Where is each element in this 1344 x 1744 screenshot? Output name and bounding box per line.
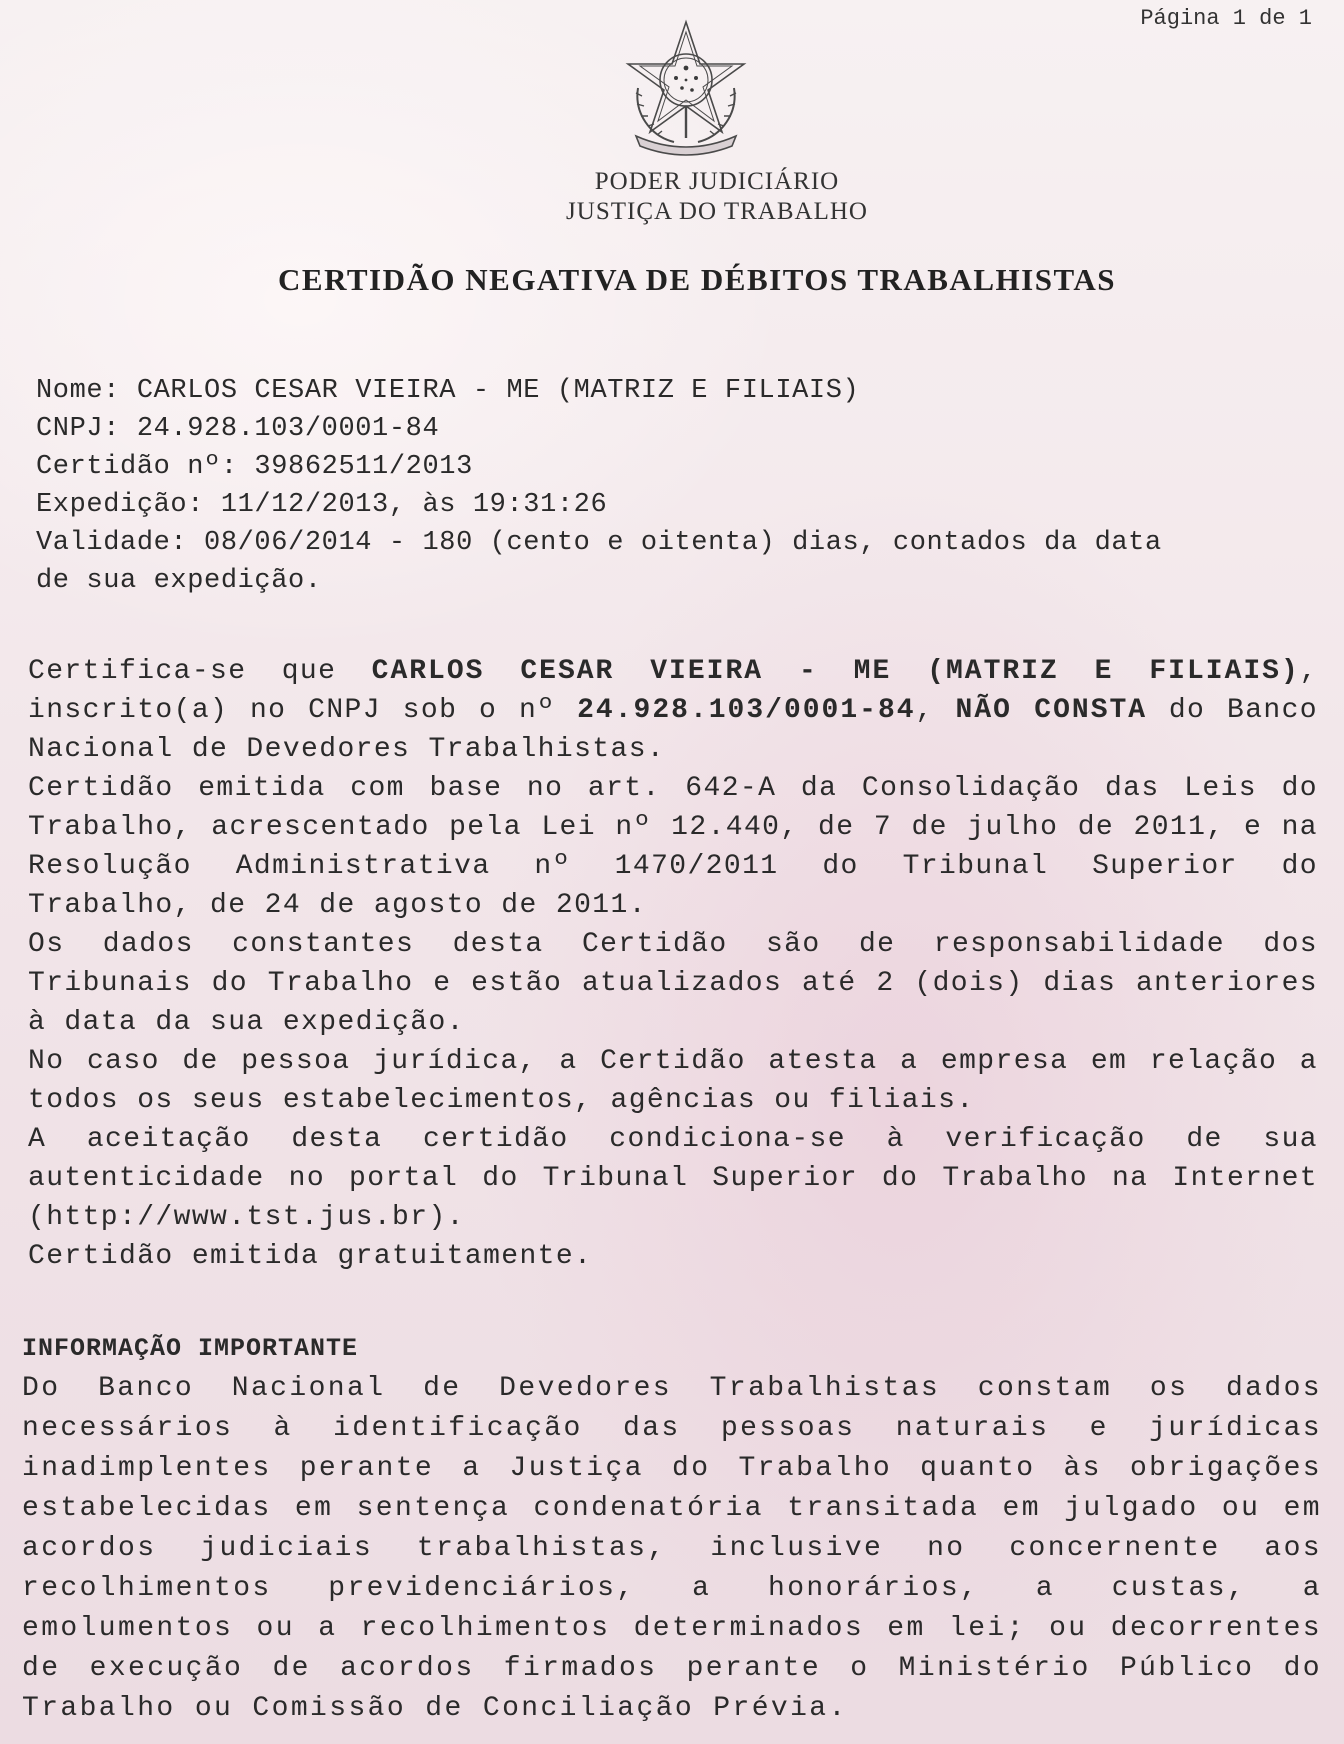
certificate-fields (36, 372, 1316, 600)
field-expedicao: Expedição: 11/12/2013, às 19:31:26 (36, 490, 608, 520)
company-name: CARLOS CESAR VIEIRA - ME (MATRIZ E FILIAIS) (371, 656, 1300, 687)
company-cnpj: 24.928.103/0001-84 (577, 695, 916, 726)
text-segment: do Banco Nacional de Devedores Trabalhistas. (28, 695, 1319, 765)
important-information (22, 1334, 1322, 1729)
field-validade-cont: de sua expedição. (36, 566, 322, 596)
page-number: Página 1 de 1 (1140, 6, 1312, 31)
header-institution: PODER JUDICIÁRIO (594, 168, 840, 195)
paragraph-free-issue: Certidão emitida gratuitamente. (28, 1241, 593, 1272)
certificate-body (28, 652, 1318, 1276)
field-nome: Nome: CARLOS CESAR VIEIRA - ME (MATRIZ E FILIAIS) (36, 376, 860, 406)
paragraph-responsibility: Os dados constantes desta Certidão são de responsabilidade dos Tribunais do Trabalho e estão atualizados até 2 (dois) dias anteriores à data da sua expedição. (28, 929, 1318, 1038)
text-segment: Certifica-se que (28, 656, 372, 687)
debt-status: NÃO CONSTA (955, 695, 1148, 726)
paragraph-legal-entity: No caso de pessoa jurídica, a Certidão atesta a empresa em relação a todos os seus estabelecimentos, agências ou filiais. (28, 1046, 1318, 1116)
paragraph-legal-basis: Certidão emitida com base no art. 642-A da Consolidação das Leis do Trabalho, acrescentado pela Lei nº 12.440, de 7 de julho de 2011, e na Resolução Administrativa nº 1470/2011 do Tribunal Superior do Trabalho, de 24 de agosto de 2011. (28, 773, 1318, 921)
field-certidao: Certidão nº: 39862511/2013 (36, 452, 473, 482)
important-text: Do Banco Nacional de Devedores Trabalhistas constam os dados necessários à identificação das pessoas naturais e jurídicas inadimplentes perante a Justiça do Trabalho quanto às obrigações estabelecidas em sentença condenatória transitada em julgado ou em acordos judiciais trabalhistas, inclusive no concernente aos recolhimentos previdenciários, a honorários, a custas, a emolumentos ou a recolhimentos determinados em lei; ou decorrentes de execução de acordos firmados perante o Ministério Público do Trabalho ou Comissão de Conciliação Prévia. (22, 1373, 1322, 1724)
coat-of-arms-emblem (616, 18, 756, 158)
paragraph-authenticity: A aceitação desta certidão condiciona-se à verificação de sua autenticidade no portal do Tribunal Superior do Trabalho na Internet (http://www.tst.jus.br). (28, 1124, 1318, 1233)
text-segment: , inscrito(a) no CNPJ sob o nº (28, 656, 1318, 726)
document-title: CERTIDÃO NEGATIVA DE DÉBITOS TRABALHISTAS (278, 262, 1116, 297)
text-segment: , (915, 695, 956, 726)
field-validade: Validade: 08/06/2014 - 180 (cento e oitenta) dias, contados da data (36, 528, 1162, 558)
field-cnpj: CNPJ: 24.928.103/0001-84 (36, 414, 440, 444)
paragraph-certifica (28, 652, 1318, 769)
header-court: JUSTIÇA DO TRABALHO (566, 198, 868, 225)
important-heading: INFORMAÇÃO IMPORTANTE (22, 1334, 359, 1363)
